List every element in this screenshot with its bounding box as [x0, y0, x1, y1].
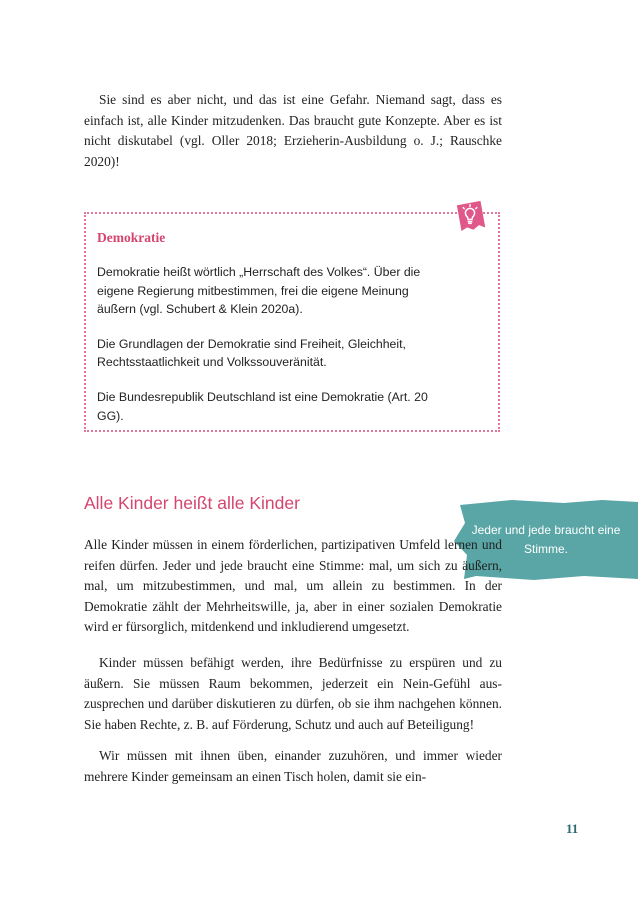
definition-paragraph-1: Demokratie heißt wörtlich „Herrschaft des Volkes“. Über die eigene Regierung mitbestimmen, frei die eigene Meinung äußern (vgl. Schubert & Klein 2020a).	[97, 265, 421, 317]
lightbulb-icon	[454, 200, 486, 232]
section-paragraph-2: Kinder müssen befähigt werden, ihre Bedürfnisse zu erspüren und zu äußern. Sie müssen Raum bekommen, jederzeit ein Nein-Gefühl auszusprechen und darüber diskutieren zu dürfen, ob sie ihm nachgehen können. Sie haben Rechte, z. B. auf Förderung, Schutz und auch auf Beteiligung!	[84, 655, 502, 732]
intro-paragraph: Sie sind es aber nicht, und das ist eine Gefahr. Niemand sagt, dass es einfach ist, alle Kinder mitzudenken. Das braucht gute Konzepte. Aber es ist nicht diskutabel (vgl. Oller 2018; Erzieherin-Ausbildung o. J.; Rauschke 2020)!	[84, 92, 502, 169]
margin-note-text: Jeder und jede braucht eine Stimme.	[471, 523, 621, 556]
definition-paragraph-3: Die Bundesrepublik Deutschland ist eine Demokratie (Art. 20 GG).	[97, 389, 428, 423]
page-number: 11	[566, 821, 579, 836]
section-paragraph-3: Wir müssen mit ihnen üben, einander zuzuhören, und immer wieder mehrere Kinder gemeinsam an einen Tisch holen, damit sie ein-	[84, 748, 502, 784]
section-heading: Alle Kinder heißt alle Kinder	[84, 493, 300, 513]
section-paragraph-1: Alle Kinder müssen in einem förderlichen, partizipativen Umfeld lernen und reifen dürfen. Jeder und jede braucht eine Stimme: mal, um sich zu äußern, mal, um mitzubestimmen, und mal, um allein zu bestimmen. In der Demokratie zählt der Mehrheitswille, ja, aber in einer sozialen Demokratie wird er fürsorglich, mitdenkend und inkludierend umgesetzt.	[84, 537, 502, 635]
definition-title: Demokratie	[97, 230, 166, 245]
definition-box	[84, 212, 500, 432]
definition-paragraph-2: Die Grundlagen der Demokratie sind Freiheit, Gleichheit, Rechtsstaatlichkeit und Volkssouveränität.	[97, 336, 406, 370]
